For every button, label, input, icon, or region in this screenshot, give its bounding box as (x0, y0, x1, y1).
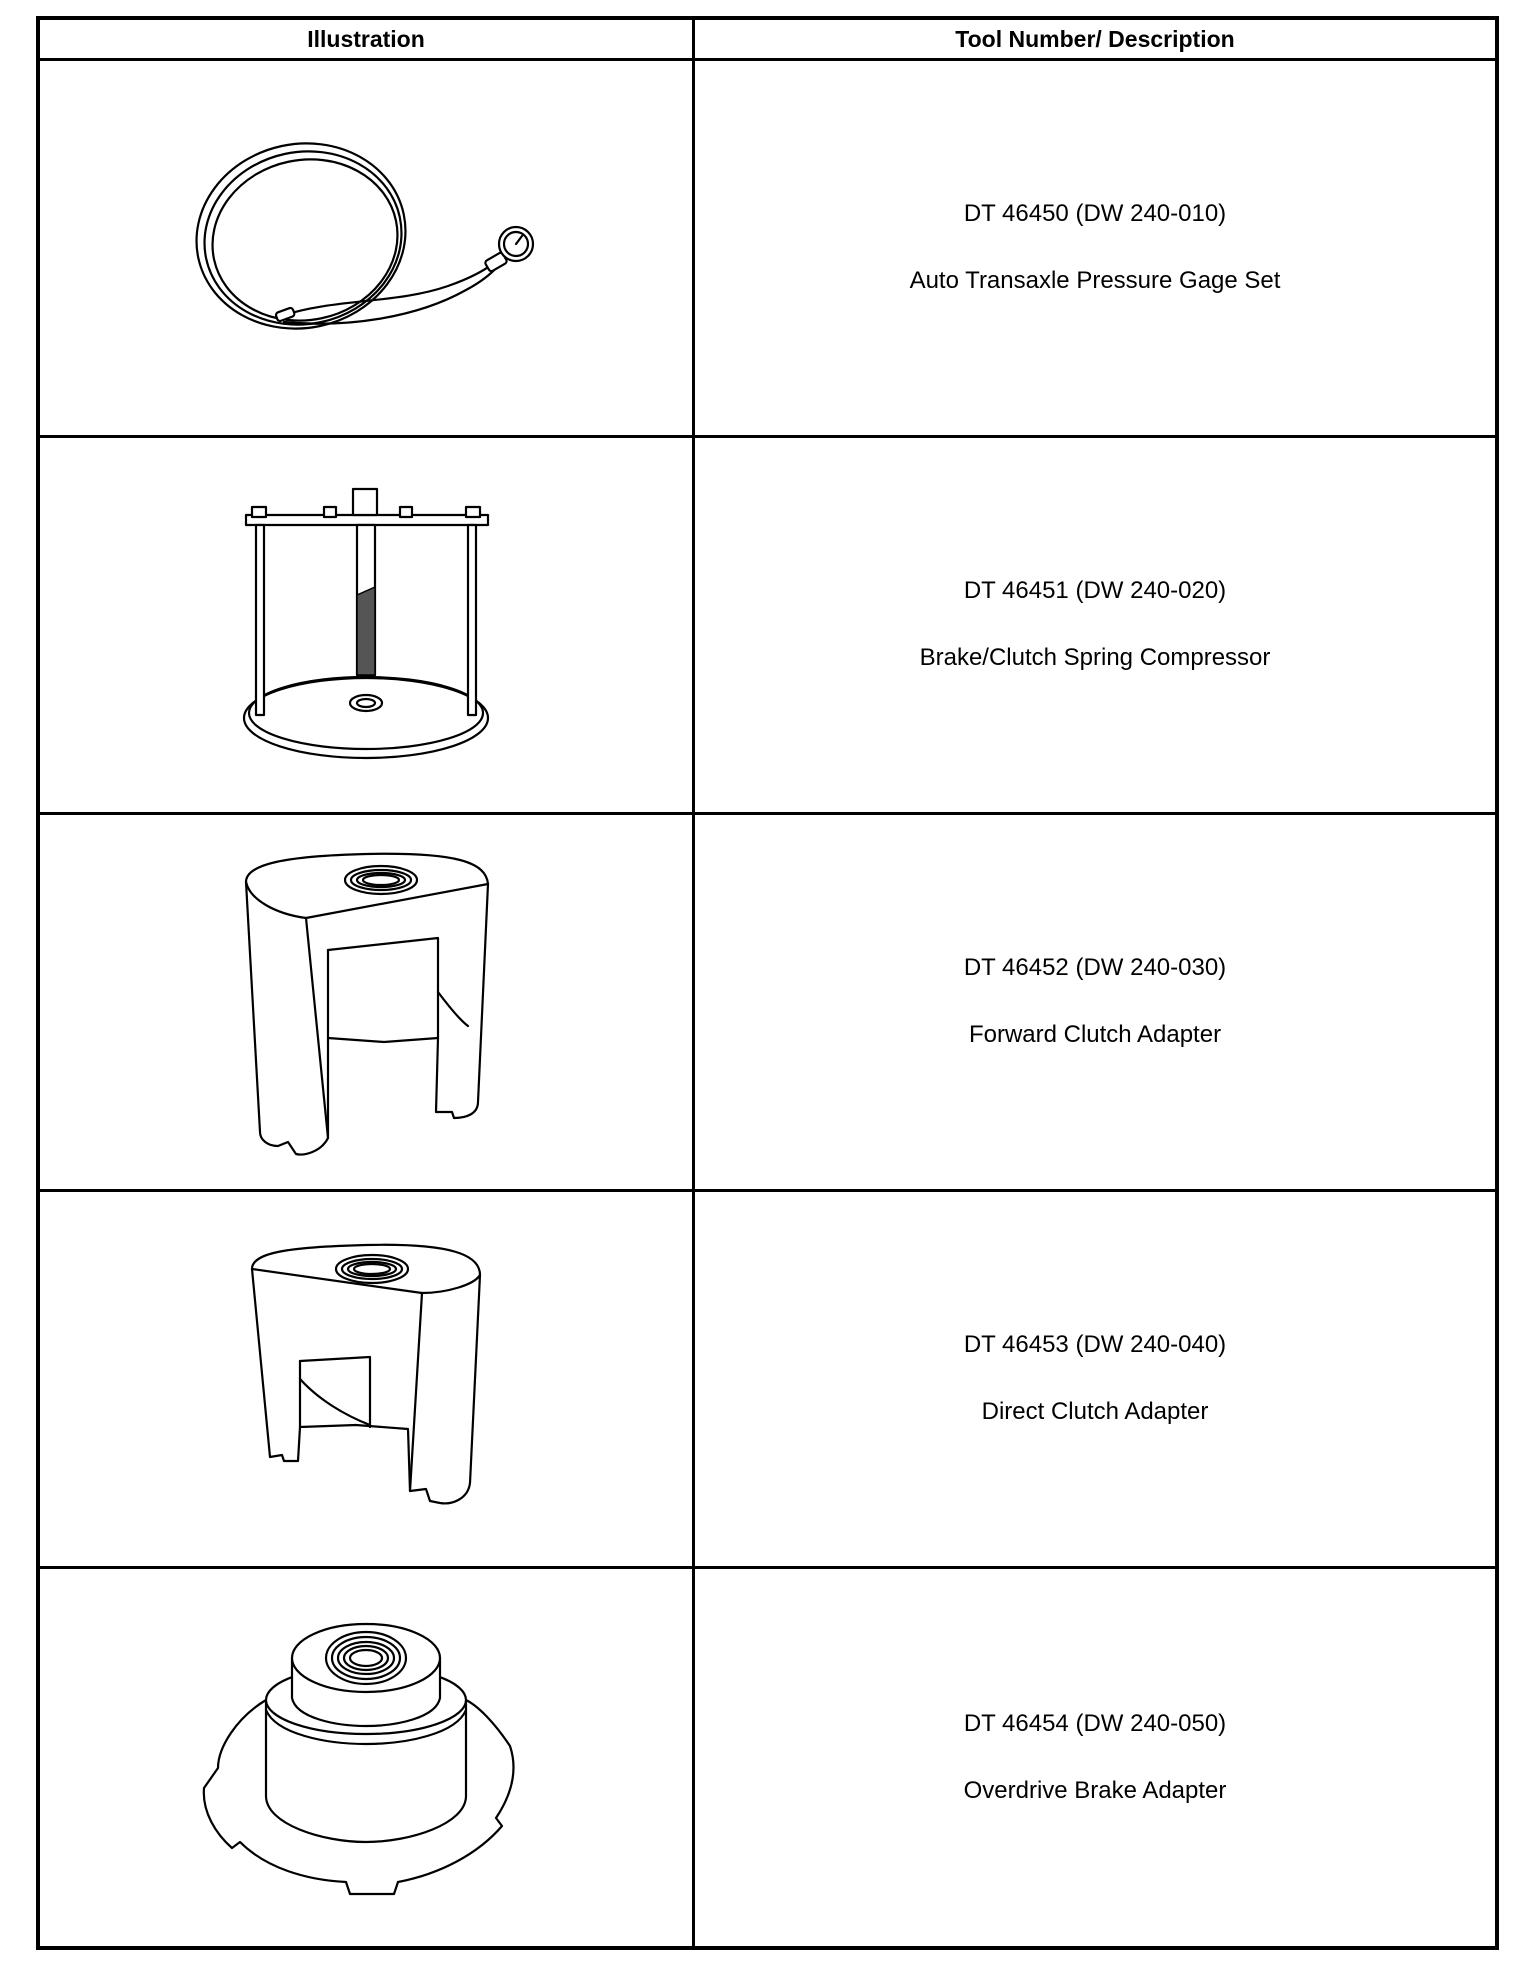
tool-description-cell (695, 1569, 1495, 1946)
tool-number: DT 46453 (DW 240-040) (963, 1331, 1227, 1359)
tool-description: Overdrive Brake Adapter (963, 1776, 1227, 1804)
forward-clutch-adapter-icon (216, 842, 516, 1162)
special-tools-table (36, 16, 1499, 1950)
illustration-cell (40, 1569, 695, 1946)
tool-description: Auto Transaxle Pressure Gage Set (909, 267, 1281, 294)
tool-description-cell (695, 1192, 1495, 1569)
overdrive-brake-adapter-icon (196, 1598, 536, 1918)
tool-number: DT 46450 (DW 240-010) (963, 200, 1227, 228)
illustration-cell (40, 438, 695, 815)
tool-description: Direct Clutch Adapter (981, 1398, 1209, 1425)
tool-description-cell (695, 815, 1495, 1192)
tool-number: DT 46452 (DW 240-030) (963, 954, 1227, 982)
header-tool-number-description: Tool Number/ Description (695, 20, 1495, 61)
tool-description-cell (695, 61, 1495, 438)
tool-number: DT 46454 (DW 240-050) (963, 1709, 1227, 1737)
tool-number: DT 46451 (DW 240-020) (963, 577, 1227, 605)
illustration-cell (40, 1192, 695, 1569)
tool-description: Brake/Clutch Spring Compressor (919, 644, 1271, 671)
spring-compressor-icon (226, 475, 506, 775)
pressure-gage-set-icon (186, 128, 546, 368)
tool-description-cell (695, 438, 1495, 815)
direct-clutch-adapter-icon (226, 1229, 506, 1529)
header-illustration: Illustration (40, 20, 695, 61)
illustration-cell (40, 815, 695, 1192)
illustration-cell (40, 61, 695, 438)
tool-description: Forward Clutch Adapter (968, 1021, 1222, 1048)
